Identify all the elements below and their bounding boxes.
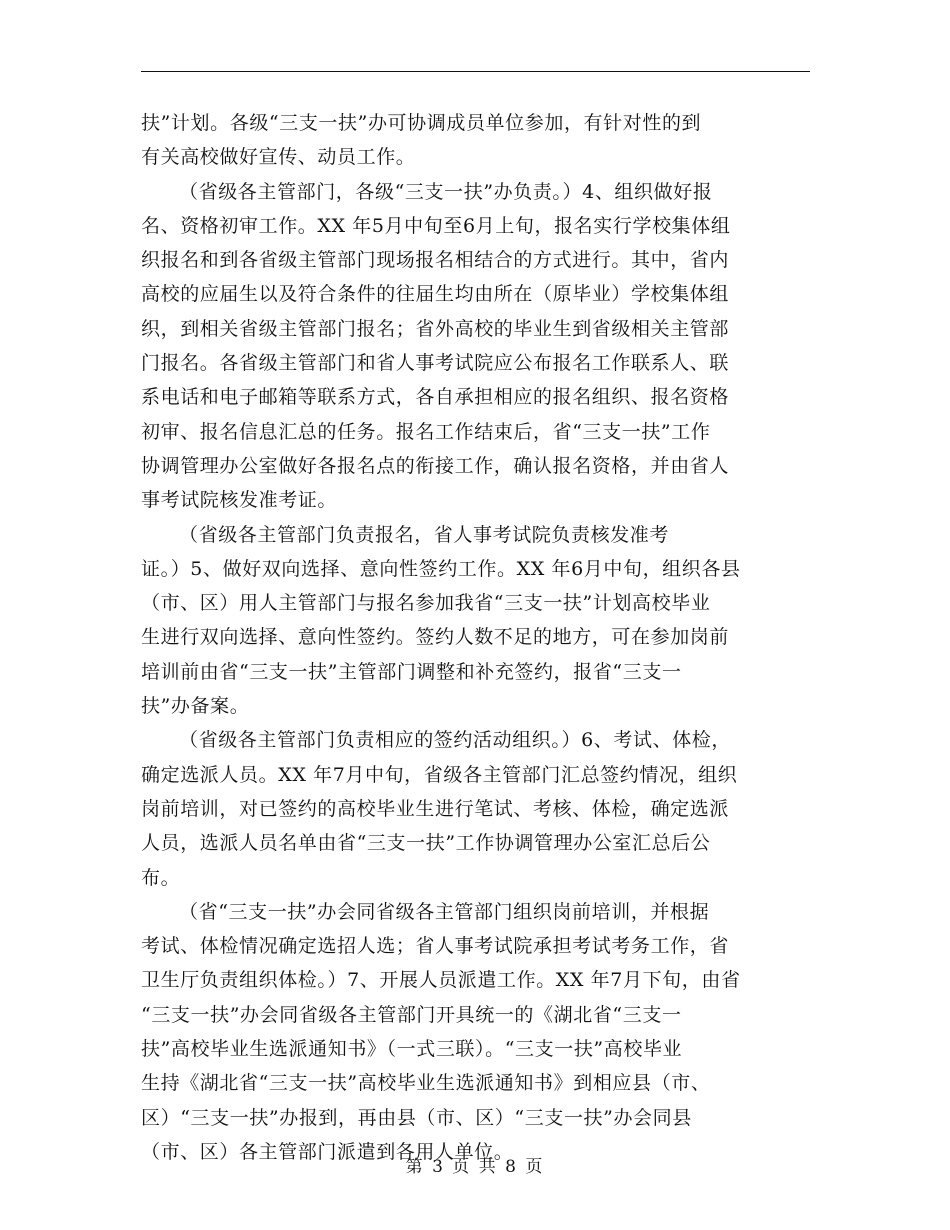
text-line: （省级各主管部门，各级“三支一扶”办负责。）4、组织做好报	[179, 180, 713, 203]
text-line: 岗前培训，对已签约的高校毕业生进行笔试、考核、体检，确定选派	[141, 797, 730, 820]
text-line: 生进行双向选择、意向性签约。签约人数不足的地方，可在参加岗前	[141, 626, 730, 649]
text-line: 协调管理办公室做好各报名点的衔接工作，确认报名资格，并由省人	[141, 454, 730, 477]
text-line: （省级各主管部门负责相应的签约活动组织。）6、考试、体检，	[179, 729, 731, 752]
text-line: 高校的应届生以及符合条件的往届生均由所在（原毕业）学校集体组	[141, 283, 730, 306]
text-line: 布。	[141, 866, 181, 889]
text-line: 考试、体检情况确定选招人选；省人事考试院承担考试考务工作，省	[141, 935, 730, 958]
text-line: 证。）5、做好双向选择、意向性签约工作。XX 年6月中旬，组织各县	[141, 557, 741, 580]
text-line: 事考试院核发准考证。	[141, 489, 338, 512]
text-line: 初审、报名信息汇总的任务。报名工作结束后，省“三支一扶”工作	[141, 420, 711, 443]
text-line: 扶”计划。各级“三支一扶”办可协调成员单位参加，有针对性的到	[141, 112, 702, 134]
text-line: 区）“三支一扶”办报到，再由县（市、区）“三支一扶”办会同县	[141, 1106, 692, 1129]
text-line: 人员，选派人员名单由省“三支一扶”工作协调管理办公室汇总后公	[141, 832, 711, 855]
header-rule	[141, 71, 810, 72]
document-body	[141, 106, 801, 1169]
text-line: （市、区）各主管部门派遣到各用人单位。	[141, 1140, 514, 1163]
text-line: 织报名和到各省级主管部门现场报名相结合的方式进行。其中，省内	[141, 249, 730, 272]
text-line: （市、区）用人主管部门与报名参加我省“三支一扶”计划高校毕业	[141, 592, 711, 615]
text-line: 扶”办备案。	[141, 695, 250, 718]
text-line: 扶”高校毕业生选派通知书》（一式三联）。“三支一扶”高校毕业	[141, 1038, 683, 1061]
text-line: “三支一扶”办会同省级各主管部门开具统一的《湖北省“三支一	[141, 1003, 682, 1026]
text-line: 生持《湖北省“三支一扶”高校毕业生选派通知书》到相应县（市、	[141, 1072, 711, 1095]
text-line: （省“三支一扶”办会同省级各主管部门组织岗前培训，并根据	[179, 900, 710, 923]
text-line: 有关高校做好宣传、动员工作。	[141, 146, 416, 169]
text-line: 卫生厅负责组织体检。）7、开展人员派遣工作。XX 年7月下旬，由省	[141, 969, 741, 992]
text-line: 织，到相关省级主管部门报名；省外高校的毕业生到省级相关主管部	[141, 317, 730, 340]
text-line: 门报名。各省级主管部门和省人事考试院应公布报名工作联系人、联	[141, 352, 730, 375]
text-line: （省级各主管部门负责报名，省人事考试院负责核发准考	[179, 523, 670, 546]
text-line: 名、资格初审工作。XX 年5月中旬至6月上旬，报名实行学校集体组	[141, 214, 731, 237]
page-number: 第 3 页 共 8 页	[405, 1157, 545, 1177]
text-line: 确定选派人员。XX 年7月中旬，省级各主管部门汇总签约情况，组织	[141, 763, 738, 786]
text-line: 系电话和电子邮箱等联系方式，各自承担相应的报名组织、报名资格	[141, 386, 730, 409]
text-line: 培训前由省“三支一扶”主管部门调整和补充签约，报省“三支一	[141, 660, 682, 683]
